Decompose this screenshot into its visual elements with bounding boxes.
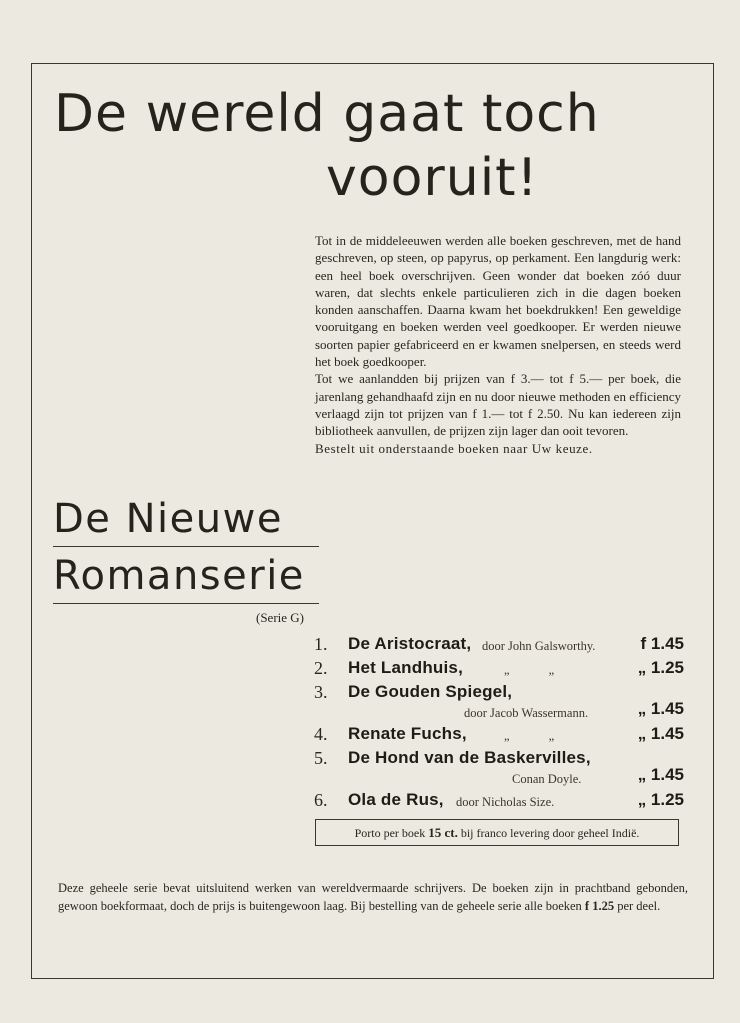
footer-price: f 1.25 <box>584 898 615 913</box>
book-price: „ 1.25 <box>637 790 684 809</box>
book-number: 6. <box>314 790 328 810</box>
series-title-line-2: Romanserie <box>53 551 319 604</box>
series-title <box>53 494 319 604</box>
book-title: Ola de Rus, <box>348 790 444 809</box>
book-author: „ „ <box>504 663 555 677</box>
book-item <box>314 656 684 680</box>
book-price: „ 1.45 <box>637 724 684 743</box>
shipping-notice <box>315 819 679 846</box>
series-subtitle: (Serie G) <box>256 610 305 625</box>
book-number: 5. <box>314 748 328 768</box>
book-author: door John Galsworthy. <box>482 639 596 653</box>
book-price: „ 1.45 <box>637 699 684 718</box>
book-price: „ 1.25 <box>637 658 684 677</box>
shipping-suffix: bij franco levering door geheel Indië. <box>460 826 640 840</box>
book-number: 3. <box>314 682 328 702</box>
series-title-line-1: De Nieuwe <box>53 494 319 547</box>
book-item <box>314 632 684 656</box>
headline-line-1: De wereld gaat toch <box>54 84 600 144</box>
book-item <box>314 788 684 812</box>
book-author: door Jacob Wassermann. <box>464 706 589 720</box>
intro-paragraph-2: Tot we aanlandden bij prijzen van f 3.— tot f 5.— per boek, die jarenlang gehandhaafd zijn en nu door nieuwe methoden en efficiency verlaagd zijn tot prijzen van f 1.— tot f 2.50. Nu kan iedereen zijn bibliotheek aanvullen, de prijzen zijn lager dan ooit tevoren. <box>315 371 681 439</box>
book-author: door Nicholas Size. <box>456 795 555 809</box>
book-price: f 1.45 <box>640 634 684 653</box>
book-item <box>314 722 684 746</box>
footer-text <box>58 880 688 915</box>
intro-paragraph-3: Bestelt uit onderstaande boeken naar Uw keuze. <box>315 440 593 456</box>
book-item <box>314 746 684 788</box>
book-title: De Gouden Spiegel, <box>348 682 513 701</box>
shipping-prefix: Porto per boek <box>354 826 426 840</box>
book-author: „ „ <box>504 729 555 743</box>
book-item <box>314 680 684 722</box>
footer-suffix: per deel. <box>617 898 661 913</box>
headline-line-2: vooruit! <box>326 148 539 208</box>
book-price: „ 1.45 <box>637 765 684 784</box>
book-title: De Hond van de Baskervilles, <box>348 748 591 767</box>
book-number: 4. <box>314 724 328 744</box>
book-number: 2. <box>314 658 328 678</box>
intro-paragraph-1: Tot in de middeleeuwen werden alle boeken geschreven, met de hand geschreven, op steen, op papyrus, op perkament. Een langdurig werk: een heel boek overschrijven. Geen wonder dat boeken zóó duur waren, dat slechts enkele particulieren zich in die dagen boeken konden aanschaffen. Daarna kwam het boekdrukken! Een geweldige vooruitgang en boeken werden veel goedkooper. Er werden nieuwe soorten papier gefabriceerd en er kwamen snelpersen, en steeds werd het boek goedkooper. <box>315 233 681 370</box>
footer-body: Deze geheele serie bevat uitsluitend werken van wereldvermaarde schrijvers. De boeken zijn in prachtband gebonden, gewoon boekformaat, doch de prijs is buitengewoon laag. Bij bestelling van de geheele serie alle boeken <box>58 881 688 913</box>
book-author: Conan Doyle. <box>512 772 582 786</box>
book-title: De Aristocraat, <box>348 634 472 653</box>
book-list <box>314 632 684 812</box>
shipping-amount: 15 ct. <box>428 825 458 840</box>
book-number: 1. <box>314 634 328 654</box>
headline <box>54 82 694 210</box>
book-title: Renate Fuchs, <box>348 724 467 743</box>
book-title: Het Landhuis, <box>348 658 463 677</box>
intro-text <box>315 232 681 457</box>
